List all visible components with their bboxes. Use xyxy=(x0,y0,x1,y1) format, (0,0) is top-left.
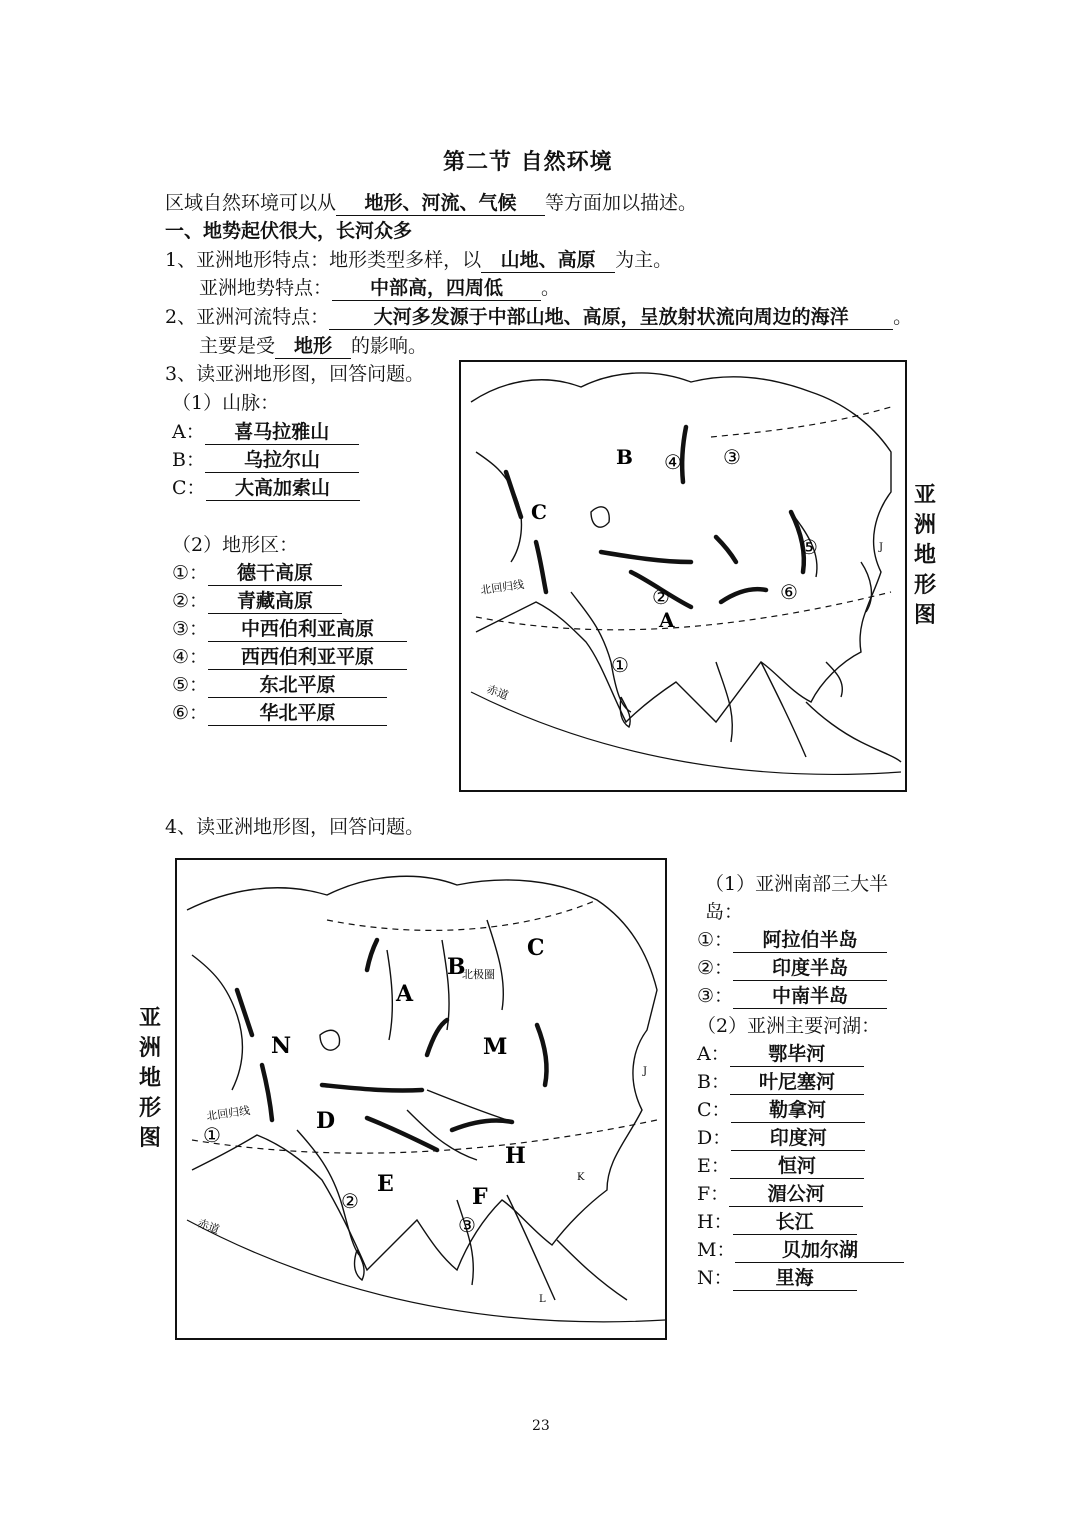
map2-equator-label: 赤道 xyxy=(195,1216,222,1237)
map2-label-J: J xyxy=(643,1066,648,1077)
q4-lake-m: M： 贝加尔湖 xyxy=(697,1235,904,1263)
q1-post: 为主。 xyxy=(615,249,673,271)
q3-regions-heading: （2）地形区： xyxy=(172,534,299,556)
q1b-post: 。 xyxy=(541,277,561,299)
map2-tropic-label: 北回归线 xyxy=(205,1103,251,1123)
intro-line xyxy=(165,188,697,216)
q3-region-2: ②： 青藏高原 xyxy=(172,586,342,614)
map2-label-M: M xyxy=(483,1034,508,1060)
q4-river-d: D： 印度河 xyxy=(697,1123,865,1151)
q3-mountains-heading: （1）山脉： xyxy=(172,392,280,414)
map1-label-n1: ① xyxy=(611,653,629,677)
q4-peninsula-1: ①： 阿拉伯半岛 xyxy=(697,925,887,953)
map1-label-B: B xyxy=(616,445,633,469)
q3-mountain-a: A： 喜马拉雅山 xyxy=(172,417,359,445)
q2b-pre: 主要是受 xyxy=(199,335,276,357)
map1-equator-label: 赤道 xyxy=(484,682,511,703)
q1b-line xyxy=(199,273,560,301)
q3-heading: 3、读亚洲地形图，回答问题。 xyxy=(165,363,425,385)
q4-river-b: B： 叶尼塞河 xyxy=(697,1067,864,1095)
intro-post: 等方面加以描述。 xyxy=(545,192,698,214)
map2-caption: 亚洲地形图 xyxy=(138,1005,161,1151)
q4-river-a: A： 鄂毕河 xyxy=(697,1039,864,1067)
map2-label-K: K xyxy=(577,1172,585,1183)
intro-pre: 区域自然环境可以从 xyxy=(165,192,337,214)
map2-label-n3: ③ xyxy=(458,1213,476,1237)
q2b-post: 的影响。 xyxy=(351,335,428,357)
map2-label-B: B xyxy=(447,954,466,980)
q1b-answer: 中部高，四周低 xyxy=(332,278,541,301)
q4-peninsula-3: ③： 中南半岛 xyxy=(697,981,887,1009)
q1-pre: 1、亚洲地形特点：地形类型多样，以 xyxy=(165,249,482,271)
map2-label-A: A xyxy=(396,981,414,1007)
map1-label-C: C xyxy=(531,500,547,524)
q3-region-6: ⑥： 华北平原 xyxy=(172,698,387,726)
map1-caption: 亚洲地形图 xyxy=(913,482,936,628)
q1b-pre: 亚洲地势特点： xyxy=(199,277,333,299)
q4-rivers-heading: （2）亚洲主要河湖： xyxy=(697,1015,881,1037)
q4-river-e: E： 恒河 xyxy=(697,1151,864,1179)
map2-arctic-label: 北极圈 xyxy=(462,968,495,981)
q4-river-c: C： 勒拿河 xyxy=(697,1095,865,1123)
map2-label-C: C xyxy=(527,935,545,961)
map2-label-L: L xyxy=(539,1294,546,1305)
map1-label-A: A xyxy=(659,608,675,632)
q1-line xyxy=(165,245,672,273)
map1-label-n2: ② xyxy=(652,585,670,609)
map2-label-n1: ① xyxy=(203,1123,221,1147)
q3-mountain-b: B： 乌拉尔山 xyxy=(172,445,359,473)
q2b-answer: 地形 xyxy=(275,336,351,359)
map2-label-F: F xyxy=(472,1184,488,1210)
map2-label-H: H xyxy=(505,1143,526,1169)
q3-region-3: ③： 中西伯利亚高原 xyxy=(172,614,407,642)
map2-label-D: D xyxy=(316,1108,336,1134)
map2-label-E: E xyxy=(377,1171,394,1197)
map1-label-n5: ⑤ xyxy=(800,535,818,559)
map1-label-n6: ⑥ xyxy=(780,580,798,604)
q3-region-5: ⑤： 东北平原 xyxy=(172,670,387,698)
map1-tropic-label: 北回归线 xyxy=(479,577,525,597)
q4-river-h: H： 长江 xyxy=(697,1207,857,1235)
q3-mountain-c: C： 大高加索山 xyxy=(172,473,360,501)
map2-label-N: N xyxy=(271,1033,292,1059)
page-title: 第二节 自然环境 xyxy=(443,149,613,175)
asia-map-1 xyxy=(459,360,907,792)
map1-label-n3: ③ xyxy=(723,445,741,469)
q2-pre: 2、亚洲河流特点： xyxy=(165,306,330,328)
map1-label-J: J xyxy=(879,542,884,553)
q2b-line xyxy=(199,331,427,359)
asia-map-2-drawing xyxy=(177,860,665,1338)
q4-lake-n: N： 里海 xyxy=(697,1263,857,1291)
q1-answer: 山地、高原 xyxy=(481,250,615,273)
asia-map-2 xyxy=(175,858,667,1340)
map1-label-n4: ④ xyxy=(664,450,682,474)
section1-heading: 一、地势起伏很大，长河众多 xyxy=(165,220,413,242)
q3-region-1: ①： 德干高原 xyxy=(172,558,342,586)
q2-post: 。 xyxy=(893,306,913,328)
q4-peninsulas-heading: （1）亚洲南部三大半岛： xyxy=(705,873,889,923)
map2-label-n2: ② xyxy=(341,1189,359,1213)
asia-map-1-drawing xyxy=(461,362,905,790)
q3-region-4: ④： 西西伯利亚平原 xyxy=(172,642,407,670)
q2-answer: 大河多发源于中部山地、高原，呈放射状流向周边的海洋 xyxy=(329,307,893,330)
intro-answer: 地形、河流、气候 xyxy=(336,193,545,216)
q4-river-f: F： 湄公河 xyxy=(697,1179,863,1207)
q4-peninsula-2: ②： 印度半岛 xyxy=(697,953,887,981)
page-number: 23 xyxy=(532,1418,550,1434)
q2-line xyxy=(165,302,912,330)
q4-heading: 4、读亚洲地形图，回答问题。 xyxy=(165,816,425,838)
